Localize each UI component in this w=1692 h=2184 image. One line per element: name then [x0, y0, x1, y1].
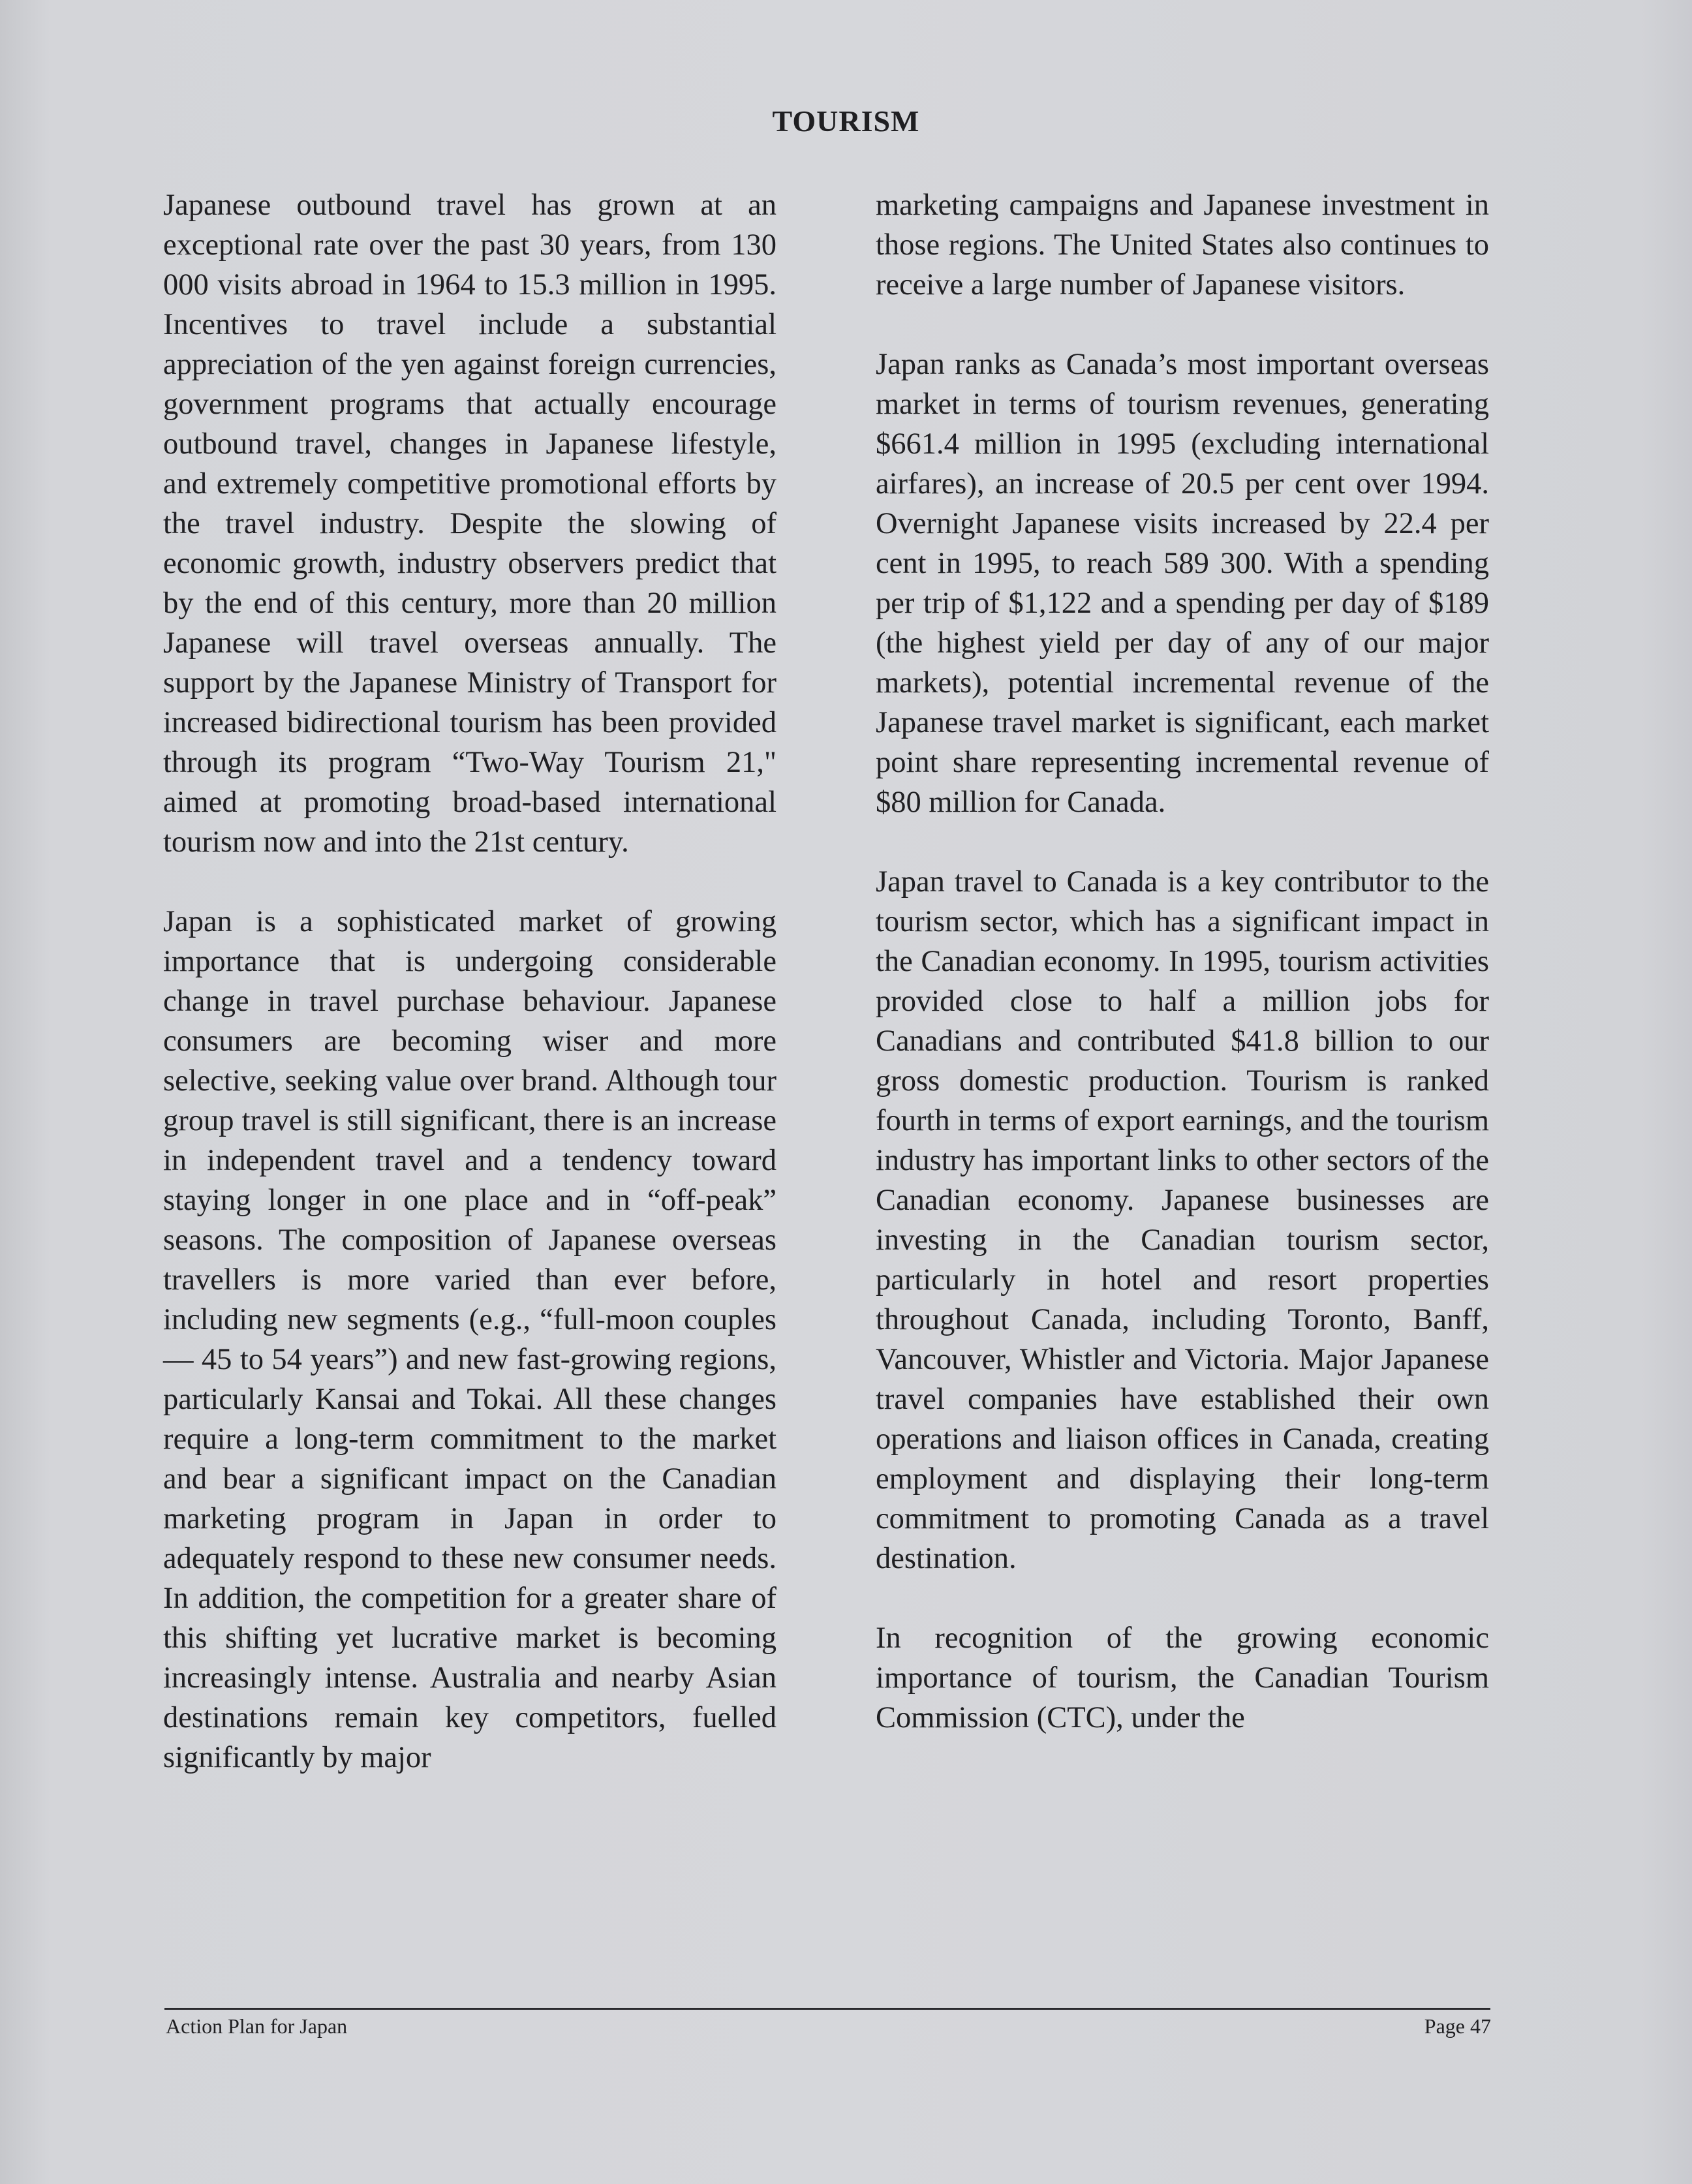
right-paragraph-4: In recognition of the growing economic importance of tourism, the Canadian Tourism Commission (CTC), under the	[876, 1622, 1489, 1734]
footer-divider	[164, 2008, 1490, 2010]
left-column	[163, 185, 777, 1817]
footer-document-title: Action Plan for Japan	[166, 2014, 348, 2038]
right-column	[876, 185, 1489, 1777]
right-paragraph-2: Japan ranks as Canada’s most important overseas market in terms of tourism revenues, generating $661.4 million in 1995 (excluding international airfares), an increase of 20.5 per cent over 1994. Overnight Japanese visits increased by 22.4 per cent in 1995, to reach 589 300. With a spending per trip of $1,122 and a spending per day of $189 (the highest yield per day of any of our major markets), potential incremental revenue of the Japanese travel market is significant, each market point share representing incremental revenue of $80 million for Canada.	[876, 348, 1489, 819]
right-paragraph-3: Japan travel to Canada is a key contributor to the tourism sector, which has a significant impact in the Canadian economy. In 1995, tourism activities provided close to half a million jobs for Canadians and contributed $41.8 billion to our gross domestic production. Tourism is ranked fourth in terms of export earnings, and the tourism industry has important links to other sectors of the Canadian economy. Japanese businesses are investing in the Canadian tourism sector, particularly in hotel and resort properties throughout Canada, including Toronto, Banff, Vancouver, Whistler and Victoria. Major Japanese travel companies have established their own operations and liaison offices in Canada, creating employment and displaying their long-term commitment to promoting Canada as a travel destination.	[876, 865, 1489, 1575]
right-paragraph-1: marketing campaigns and Japanese investment in those regions. The United States also continues to receive a large number of Japanese visitors.	[876, 189, 1489, 301]
page-title: TOURISM	[772, 104, 920, 138]
left-paragraph-1: Japanese outbound travel has grown at an exceptional rate over the past 30 years, from 130 000 visits abroad in 1964 to 15.3 million in 1995. Incentives to travel include a substantial appreciation of the yen against foreign currencies, government programs that actually encourage outbound travel, changes in Japanese lifestyle, and extremely competitive promotional efforts by the travel industry. Despite the slowing of economic growth, industry observers predict that by the end of this century, more than 20 million Japanese will travel overseas annually. The support by the Japanese Ministry of Transport for increased bidirectional tourism has been provided through its program “Two-Way Tourism 21," aimed at promoting broad-based international tourism now and into the 21st century.	[163, 189, 777, 859]
left-paragraph-2: Japan is a sophisticated market of growing importance that is undergoing considerable change in travel purchase behaviour. Japanese consumers are becoming wiser and more selective, seeking value over brand. Although tour group travel is still significant, there is an increase in independent travel and a tendency toward staying longer in one place and in “off-peak” seasons. The composition of Japanese overseas travellers is more varied than ever before, including new segments (e.g., “full-moon couples — 45 to 54 years”) and new fast-growing regions, particularly Kansai and Tokai. All these changes require a long-term commitment to the market and bear a significant impact on the Canadian marketing program in Japan in order to adequately respond to these new consumer needs. In addition, the competition for a greater share of this shifting yet lucrative market is becoming increasingly intense. Australia and nearby Asian destinations remain key competitors, fuelled significantly by major	[163, 905, 777, 1774]
footer-page-number: Page 47	[1424, 2014, 1491, 2038]
